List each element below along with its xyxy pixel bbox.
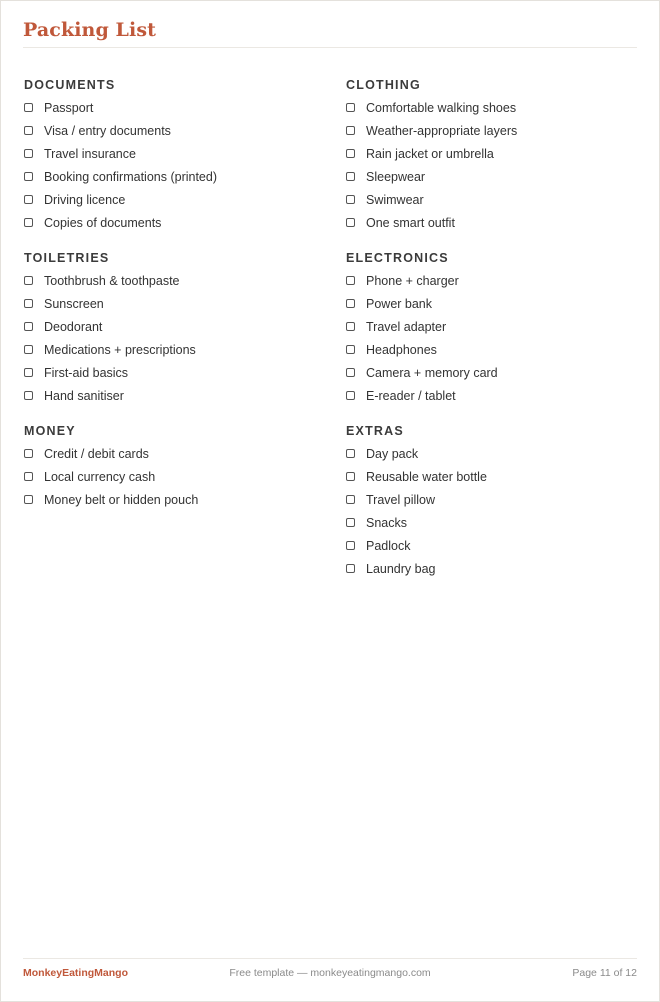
checklist-item-label: Camera + memory card xyxy=(366,365,498,380)
checklist-item[interactable] xyxy=(24,292,324,315)
title-divider xyxy=(23,47,637,48)
footer-divider xyxy=(23,958,637,959)
section-extras xyxy=(346,423,646,580)
checkbox[interactable] xyxy=(346,564,355,573)
checklist-item[interactable] xyxy=(24,384,324,407)
checklist-item-label: Visa / entry documents xyxy=(44,123,171,138)
checklist-item[interactable] xyxy=(346,338,646,361)
checklist-item-label: Headphones xyxy=(366,342,437,357)
checklist-item-label: Travel adapter xyxy=(366,319,447,334)
checklist-item[interactable] xyxy=(24,188,324,211)
checkbox[interactable] xyxy=(24,195,33,204)
section-documents xyxy=(24,77,324,234)
checklist-item-label: Padlock xyxy=(366,538,411,553)
checklist-item-label: Copies of documents xyxy=(44,215,162,230)
checkbox[interactable] xyxy=(24,103,33,112)
checkbox[interactable] xyxy=(346,276,355,285)
checklist-item-label: Sleepwear xyxy=(366,169,426,184)
page-number: Page 11 of 12 xyxy=(572,967,637,979)
checklist-item-label: Laundry bag xyxy=(366,561,436,576)
checkbox[interactable] xyxy=(346,195,355,204)
checkbox[interactable] xyxy=(346,299,355,308)
checklist-item[interactable] xyxy=(346,188,646,211)
checklist-item-label: Day pack xyxy=(366,446,419,461)
checklist-item-label: Travel insurance xyxy=(44,146,136,161)
checkbox[interactable] xyxy=(346,449,355,458)
checklist-item[interactable] xyxy=(346,165,646,188)
section-money xyxy=(24,423,324,511)
footer-template-note: Free template — monkeyeatingmango.com xyxy=(229,967,431,979)
checklist-item[interactable] xyxy=(346,534,646,557)
checklist-item[interactable] xyxy=(24,361,324,384)
checklist-item[interactable] xyxy=(24,488,324,511)
checklist-item[interactable] xyxy=(346,142,646,165)
checklist-item-label: Money belt or hidden pouch xyxy=(44,492,199,507)
checkbox[interactable] xyxy=(24,345,33,354)
checklist-item[interactable] xyxy=(24,142,324,165)
right-column xyxy=(346,77,646,596)
checklist-item[interactable] xyxy=(346,488,646,511)
checklist-item[interactable] xyxy=(346,361,646,384)
checkbox[interactable] xyxy=(24,172,33,181)
checkbox[interactable] xyxy=(346,518,355,527)
checklist-item[interactable] xyxy=(346,315,646,338)
checklist-item-label: Booking confirmations (printed) xyxy=(44,169,217,184)
checkbox[interactable] xyxy=(24,218,33,227)
checkbox[interactable] xyxy=(346,541,355,550)
section-heading: EXTRAS xyxy=(346,424,404,438)
checkbox[interactable] xyxy=(346,103,355,112)
checklist-item[interactable] xyxy=(346,292,646,315)
checkbox[interactable] xyxy=(346,149,355,158)
checkbox[interactable] xyxy=(346,322,355,331)
footer xyxy=(23,967,637,981)
section-heading: TOILETRIES xyxy=(24,251,110,265)
checkbox[interactable] xyxy=(24,449,33,458)
checklist-item-label: Power bank xyxy=(366,296,433,311)
checklist-item[interactable] xyxy=(24,315,324,338)
checklist-item-label: Local currency cash xyxy=(44,469,156,484)
checklist-item-label: Reusable water bottle xyxy=(366,469,487,484)
checklist-item[interactable] xyxy=(346,96,646,119)
section-electronics xyxy=(346,250,646,407)
section-clothing xyxy=(346,77,646,234)
section-heading: DOCUMENTS xyxy=(24,78,116,92)
checklist-item[interactable] xyxy=(24,269,324,292)
checklist-item[interactable] xyxy=(346,511,646,534)
checkbox[interactable] xyxy=(24,276,33,285)
checklist-item[interactable] xyxy=(346,269,646,292)
checkbox[interactable] xyxy=(24,299,33,308)
checklist-item-label: Comfortable walking shoes xyxy=(366,100,517,115)
checklist-item-label: Deodorant xyxy=(44,319,103,334)
footer-brand: MonkeyEatingMango xyxy=(23,967,129,979)
checklist-item[interactable] xyxy=(346,557,646,580)
checklist-item-label: Sunscreen xyxy=(44,296,104,311)
left-column xyxy=(24,77,324,527)
checklist-item-label: Snacks xyxy=(366,515,407,530)
section-heading: MONEY xyxy=(24,424,76,438)
checklist-item[interactable] xyxy=(24,465,324,488)
checklist-item[interactable] xyxy=(24,211,324,234)
checkbox[interactable] xyxy=(24,391,33,400)
checkbox[interactable] xyxy=(346,126,355,135)
checkbox[interactable] xyxy=(346,368,355,377)
checklist-item-label: Driving licence xyxy=(44,192,126,207)
checklist-item[interactable] xyxy=(346,119,646,142)
checklist-item-label: Swimwear xyxy=(366,192,424,207)
checklist-item-label: Travel pillow xyxy=(366,492,436,507)
section-heading: ELECTRONICS xyxy=(346,251,449,265)
checklist-item[interactable] xyxy=(24,119,324,142)
checklist-item[interactable] xyxy=(24,96,324,119)
checkbox[interactable] xyxy=(346,391,355,400)
checkbox[interactable] xyxy=(24,149,33,158)
checklist-item-label: Passport xyxy=(44,100,94,115)
checklist-item[interactable] xyxy=(24,338,324,361)
checklist-item[interactable] xyxy=(24,442,324,465)
checkbox[interactable] xyxy=(346,472,355,481)
checkbox[interactable] xyxy=(346,495,355,504)
checklist-item-label: Credit / debit cards xyxy=(44,446,149,461)
checkbox[interactable] xyxy=(346,345,355,354)
section-toiletries xyxy=(24,250,324,407)
checklist-item[interactable] xyxy=(346,442,646,465)
page-title: Packing List xyxy=(23,19,157,41)
checklist-item-label: Medications + prescriptions xyxy=(44,342,196,357)
checklist-item-label: Phone + charger xyxy=(366,273,459,288)
checkbox[interactable] xyxy=(346,218,355,227)
checklist-item[interactable] xyxy=(24,165,324,188)
checklist-item-label: Weather-appropriate layers xyxy=(366,123,518,138)
checkbox[interactable] xyxy=(346,172,355,181)
checklist-item-label: One smart outfit xyxy=(366,215,455,230)
checkbox[interactable] xyxy=(24,368,33,377)
checklist-item-label: First-aid basics xyxy=(44,365,129,380)
checklist-item[interactable] xyxy=(346,211,646,234)
checklist-item-label: Rain jacket or umbrella xyxy=(366,146,494,161)
checkbox[interactable] xyxy=(24,495,33,504)
checklist-item-label: Hand sanitiser xyxy=(44,388,124,403)
checkbox[interactable] xyxy=(24,322,33,331)
checkbox[interactable] xyxy=(24,472,33,481)
section-heading: CLOTHING xyxy=(346,78,421,92)
checklist-item[interactable] xyxy=(346,384,646,407)
checklist-item-label: Toothbrush & toothpaste xyxy=(44,273,180,288)
checkbox[interactable] xyxy=(24,126,33,135)
checklist-item[interactable] xyxy=(346,465,646,488)
checklist-item-label: E-reader / tablet xyxy=(366,388,456,403)
